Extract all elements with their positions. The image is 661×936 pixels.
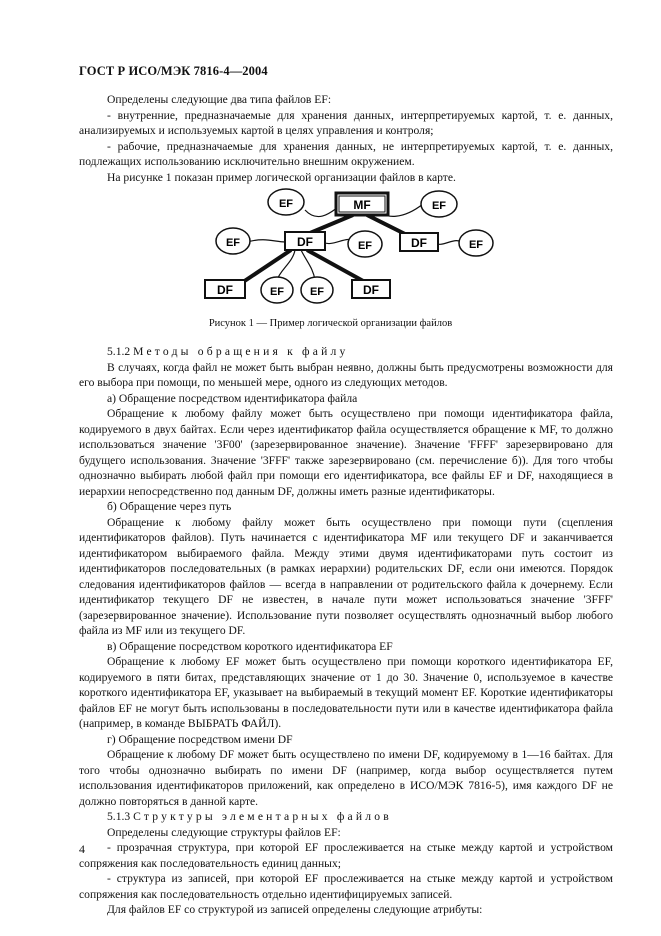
list-item: - прозрачная структура, при которой EF прослеживается на стыке между картой и устройством сопряжения как последовательность единиц данных; (79, 841, 613, 870)
section-number: 5.1.2 (107, 345, 131, 358)
section-number: 5.1.3 (107, 810, 131, 823)
section-5-1-2 (79, 344, 613, 918)
intro-paragraph: Определены следующие два типа файлов EF: (107, 93, 332, 106)
paragraph: Обращение к любому файлу может быть осуществлено при помощи пути (сцепления идентификаторов файлов). Путь начинается с идентификатора MF или текущего DF и заканчивается идентификатором выбираемого файла. Между этими двумя идентификаторами путь состоит из идентификаторов последовательных (в рамках иерархии) родительских DF, если они имеются. Порядок следования идентификаторов файлов — всегда в направлении от родительского файла к дочернему. Если идентификатор текущего DF не известен, в начале пути может использоваться значение '3FFF' (зарезервированное значение). Использование пути позволяет осуществлять однозначный выбор любого файла из MF или из текущего DF. (79, 515, 613, 637)
df-label: DF (297, 235, 313, 249)
link-mf-df (310, 215, 353, 233)
list-heading: а) Обращение посредством идентификатора файла (107, 391, 358, 405)
section-heading (79, 809, 613, 825)
document-header: ГОСТ Р ИСО/МЭК 7816-4—2004 (79, 64, 268, 78)
ef-label: EF (269, 286, 285, 298)
paragraph: Обращение к любому EF может быть осуществлено при помощи короткого идентификатора EF, кодируемого в пяти битах, представляющих значение от 1 до 30. Значение 0, используемое в качестве короткого идентификатора EF, указывает на выбираемый в текущий момент EF. Короткие идентификаторы файлов EF не могут быть использованы в последовательности пути или в качестве идентификатора файла (например, в команде ВЫБРАТЬ ФАЙЛ). (79, 655, 613, 730)
ef-label: EF (309, 286, 325, 298)
ef-label: EF (357, 240, 373, 252)
intro-block (79, 92, 613, 185)
link-df-dfbl (243, 250, 291, 282)
paragraph: Определены следующие структуры файлов EF: (107, 825, 341, 839)
ef-label: EF (468, 239, 484, 251)
paragraph: Обращение к любому DF может быть осуществлено по имени DF, кодируемому в 1—16 байтах. Для того чтобы однозначно выбирать по имени DF (например, когда выбор осуществляется путем использования идентификаторов приложений, как определено в ИСО/МЭК 7816-5), имя каждого DF не должно повторяться в данной карте. (79, 748, 613, 808)
df-label: DF (363, 283, 379, 297)
section-title: Методы обращения к файлу (133, 345, 349, 358)
paragraph: В случаях, когда файл не может быть выбран неявно, должны быть предусмотрены возможности для его выбора при помощи, по меньшей мере, одного из следующих методов. (79, 360, 613, 389)
list-heading: г) Обращение посредством имени DF (107, 732, 293, 746)
ef-label: EF (431, 200, 447, 212)
figure-caption: Рисунок 1 — Пример логической организации файлов (208, 318, 453, 329)
paragraph: Для файлов EF со структурой из записей определены следующие атрибуты: (107, 903, 483, 916)
paragraph: Обращение к любому файлу может быть осуществлено при помощи идентификатора файла, кодируемого в двух байтах. Если через идентификатор файла осуществляется обращение к MF, то должно использоваться значение '3F00' (зарезервированное значение). Значение 'FFFF' зарезервировано для будущего использования. Значение '3FFF' также зарезервировано (см. перечисление б)). Для того чтобы однозначно выбирать любой файл при помощи его идентификатора, все файлы EF и DF, находящиеся в иерархии непосредственно под данным DF, должны иметь разные идентификаторы. (79, 407, 613, 498)
file-organization-figure (195, 182, 495, 307)
intro-list-item: - внутренние, предназначаемые для хранения данных, интерпретируемых картой, т. е. данных, анализируемых и используемых картой в целях управления и контроля; (79, 108, 613, 137)
intro-list-item: - рабочие, предназначаемые для хранения данных, не интерпретируемых картой, т. е. данных, подлежащих использованию исключительно внешним окружением. (79, 139, 613, 168)
list-heading: в) Обращение посредством короткого идентификатора EF (107, 639, 393, 653)
page-number: 4 (79, 842, 85, 856)
mf-label: MF (353, 198, 371, 212)
ef-label: EF (225, 237, 241, 249)
df-label: DF (217, 283, 233, 297)
link-mf-df-right (367, 215, 405, 234)
section-title: Структуры элементарных файлов (133, 810, 392, 823)
section-heading (79, 344, 613, 360)
df-label: DF (411, 236, 427, 250)
link-ef-df (247, 240, 285, 242)
list-heading: б) Обращение через путь (107, 500, 232, 513)
intro-paragraph: На рисунке 1 показан пример логической организации файлов в карте. (107, 170, 456, 184)
list-item: - структура из записей, при которой EF прослеживается на стыке между картой и устройством сопряжения как последовательность отдельно идентифицируемых записей. (79, 872, 613, 901)
ef-label: EF (278, 198, 294, 210)
